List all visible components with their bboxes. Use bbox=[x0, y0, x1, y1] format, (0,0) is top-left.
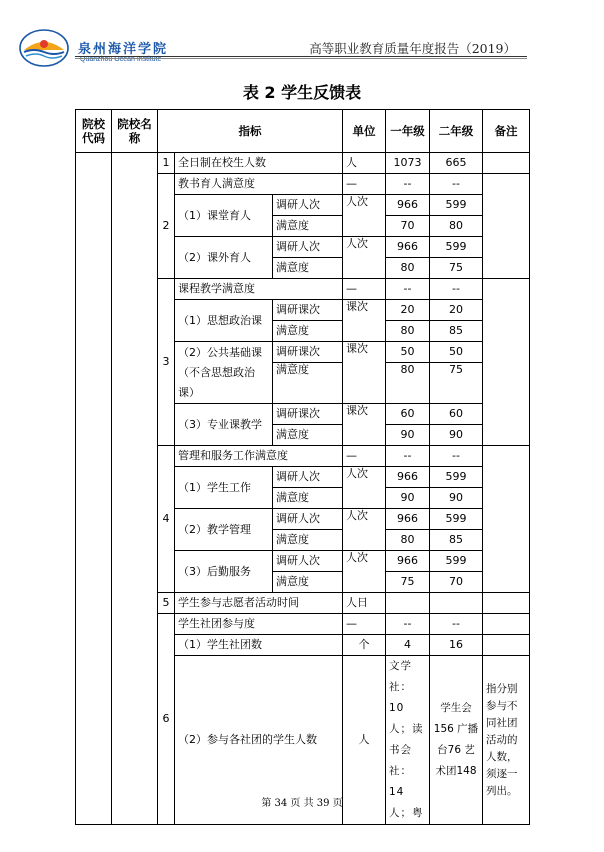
indicator-name: 课程教学满意度 bbox=[175, 279, 343, 300]
year1-cell: 80 bbox=[386, 258, 430, 279]
year1-cell: 966 bbox=[386, 237, 430, 258]
sub-indicator-name: （2）课外育人 bbox=[175, 237, 273, 279]
report-title: 高等职业教育质量年度报告（2019） bbox=[309, 41, 516, 56]
year1-cell: 1073 bbox=[386, 153, 430, 174]
sub-metric: 调研人次 bbox=[273, 509, 343, 530]
year2-cell: -- bbox=[430, 614, 483, 635]
year2-cell: 599 bbox=[430, 551, 483, 572]
school-logo-icon bbox=[18, 28, 70, 68]
year1-cell: 70 bbox=[386, 216, 430, 237]
year2-cell: -- bbox=[430, 279, 483, 300]
sub-metric: 满意度 bbox=[273, 216, 343, 237]
unit-cell: 人次 bbox=[343, 467, 386, 509]
year2-cell: 80 bbox=[430, 216, 483, 237]
year2-cell: 665 bbox=[430, 153, 483, 174]
year2-cell: 599 bbox=[430, 195, 483, 216]
sub-indicator-name: （1）思想政治课 bbox=[175, 300, 273, 342]
note-cell bbox=[483, 446, 530, 593]
note-cell bbox=[483, 153, 530, 174]
year1-cell: -- bbox=[386, 174, 430, 195]
sub-indicator-name: （1）课堂育人 bbox=[175, 195, 273, 237]
year2-cell: 75 bbox=[430, 258, 483, 279]
note-cell bbox=[483, 614, 530, 635]
year2-cell: 学生会156 广播台76 艺术团148 bbox=[430, 656, 483, 825]
year1-cell: -- bbox=[386, 614, 430, 635]
sub-metric: 满意度 bbox=[273, 530, 343, 551]
sub-indicator-name: （3）专业课教学 bbox=[175, 404, 273, 446]
unit-cell: 课次 bbox=[343, 300, 386, 342]
col-school-code: 院校代码 bbox=[76, 110, 112, 153]
year1-cell: 90 bbox=[386, 488, 430, 509]
sub-indicator-name: （2）教学管理 bbox=[175, 509, 273, 551]
note-cell: 指分别参与不同社团活动的人数，须逐一列出。 bbox=[483, 656, 530, 825]
sub-metric: 调研人次 bbox=[273, 467, 343, 488]
year1-cell: 80 bbox=[386, 363, 430, 404]
sub-metric: 调研课次 bbox=[273, 342, 343, 363]
indicator-name: 管理和服务工作满意度 bbox=[175, 446, 343, 467]
year1-cell: 60 bbox=[386, 404, 430, 425]
col-unit: 单位 bbox=[343, 110, 386, 153]
sub-metric: 调研人次 bbox=[273, 237, 343, 258]
sub-metric: 满意度 bbox=[273, 321, 343, 342]
year1-cell bbox=[386, 593, 430, 614]
header-divider-thin bbox=[75, 58, 527, 59]
year2-cell bbox=[430, 593, 483, 614]
table-title: 表 2 学生反馈表 bbox=[242, 83, 362, 102]
year2-cell: 90 bbox=[430, 425, 483, 446]
page-header bbox=[0, 0, 604, 66]
year1-cell: 50 bbox=[386, 342, 430, 363]
unit-cell: 人 bbox=[343, 153, 386, 174]
year1-cell: 966 bbox=[386, 195, 430, 216]
unit-cell: — bbox=[343, 614, 386, 635]
sub-metric: 调研课次 bbox=[273, 300, 343, 321]
col-indicator: 指标 bbox=[158, 110, 343, 153]
note-cell bbox=[483, 174, 530, 279]
year1-cell: 80 bbox=[386, 530, 430, 551]
year1-cell: 966 bbox=[386, 509, 430, 530]
unit-cell: 人次 bbox=[343, 509, 386, 551]
unit-cell: 课次 bbox=[343, 342, 386, 404]
note-cell bbox=[483, 635, 530, 656]
row-number: 2 bbox=[158, 174, 175, 279]
col-year1: 一年级 bbox=[386, 110, 430, 153]
sub-metric: 满意度 bbox=[273, 572, 343, 593]
year1-cell: 文学社：10人；读书会社：14人；粤 bbox=[386, 656, 430, 825]
year1-cell: 80 bbox=[386, 321, 430, 342]
indicator-name: 学生参与志愿者活动时间 bbox=[175, 593, 343, 614]
unit-cell: 个 bbox=[343, 635, 386, 656]
year2-cell: 60 bbox=[430, 404, 483, 425]
indicator-name: 教书育人满意度 bbox=[175, 174, 343, 195]
year2-cell: 599 bbox=[430, 509, 483, 530]
sub-metric: 满意度 bbox=[273, 258, 343, 279]
note-cell bbox=[483, 593, 530, 614]
sub-metric: 满意度 bbox=[273, 363, 343, 404]
sub-metric: 调研课次 bbox=[273, 404, 343, 425]
sub-metric: 满意度 bbox=[273, 488, 343, 509]
year1-cell: 966 bbox=[386, 467, 430, 488]
sub-indicator-name: （1）学生社团数 bbox=[175, 635, 343, 656]
year2-cell: 20 bbox=[430, 300, 483, 321]
unit-cell: 人 bbox=[343, 656, 386, 825]
row-number: 6 bbox=[158, 614, 175, 825]
col-year2: 二年级 bbox=[430, 110, 483, 153]
sub-metric: 调研人次 bbox=[273, 551, 343, 572]
table-row bbox=[76, 153, 530, 174]
unit-cell: 人次 bbox=[343, 237, 386, 279]
school-name-cell bbox=[112, 153, 158, 825]
row-number: 4 bbox=[158, 446, 175, 593]
year2-cell: 75 bbox=[430, 363, 483, 404]
year2-cell: -- bbox=[430, 446, 483, 467]
year2-cell: 70 bbox=[430, 572, 483, 593]
header-divider bbox=[75, 56, 527, 57]
col-school-name: 院校名称 bbox=[112, 110, 158, 153]
sub-indicator-name: （2）参与各社团的学生人数 bbox=[175, 656, 343, 825]
col-note: 备注 bbox=[483, 110, 530, 153]
row-number: 5 bbox=[158, 593, 175, 614]
unit-cell: 人次 bbox=[343, 195, 386, 237]
row-number: 3 bbox=[158, 279, 175, 446]
indicator-name: 学生社团参与度 bbox=[175, 614, 343, 635]
year2-cell: 599 bbox=[430, 467, 483, 488]
note-cell bbox=[483, 279, 530, 446]
year2-cell: 90 bbox=[430, 488, 483, 509]
year1-cell: -- bbox=[386, 446, 430, 467]
school-code-cell bbox=[76, 153, 112, 825]
table-header-row bbox=[76, 110, 530, 153]
year2-cell: 50 bbox=[430, 342, 483, 363]
unit-cell: 人日 bbox=[343, 593, 386, 614]
sub-indicator-name: （1）学生工作 bbox=[175, 467, 273, 509]
year1-cell: 90 bbox=[386, 425, 430, 446]
year1-cell: 966 bbox=[386, 551, 430, 572]
sub-metric: 满意度 bbox=[273, 425, 343, 446]
sub-metric: 调研人次 bbox=[273, 195, 343, 216]
student-feedback-table bbox=[75, 109, 530, 825]
sub-indicator-name: （3）后勤服务 bbox=[175, 551, 273, 593]
year2-cell: -- bbox=[430, 174, 483, 195]
year2-cell: 16 bbox=[430, 635, 483, 656]
year2-cell: 599 bbox=[430, 237, 483, 258]
year2-cell: 85 bbox=[430, 530, 483, 551]
row-number: 1 bbox=[158, 153, 175, 174]
year1-cell: 4 bbox=[386, 635, 430, 656]
school-name: 泉州海洋学院 bbox=[78, 42, 169, 57]
year1-cell: -- bbox=[386, 279, 430, 300]
unit-cell: 课次 bbox=[343, 404, 386, 446]
sub-indicator-name: （2）公共基础课（不含思想政治课） bbox=[175, 342, 273, 404]
unit-cell: 人次 bbox=[343, 551, 386, 593]
year1-cell: 75 bbox=[386, 572, 430, 593]
unit-cell: — bbox=[343, 446, 386, 467]
school-name-en: Quanzhou Ocean Institute bbox=[80, 56, 162, 63]
unit-cell: — bbox=[343, 174, 386, 195]
indicator-name: 全日制在校生人数 bbox=[175, 153, 343, 174]
year1-cell: 20 bbox=[386, 300, 430, 321]
page-footer: 第 34 页 共 39 页 bbox=[261, 798, 343, 809]
unit-cell: — bbox=[343, 279, 386, 300]
year2-cell: 85 bbox=[430, 321, 483, 342]
